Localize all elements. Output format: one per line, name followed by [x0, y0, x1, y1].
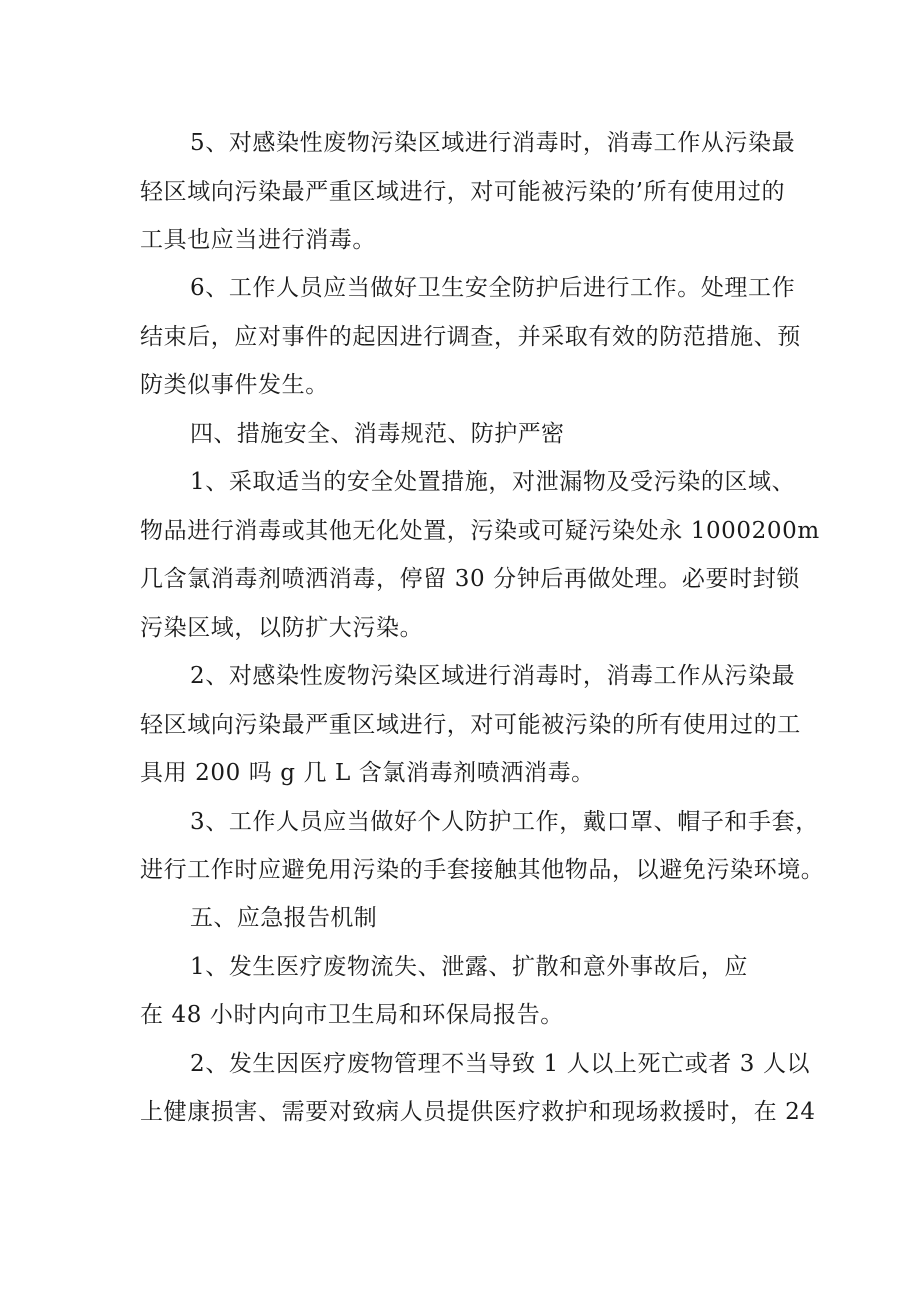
paragraph-line: 3、工作人员应当做好个人防护工作，戴口罩、帽子和手套，: [190, 809, 819, 835]
paragraph-line: 防类似事件发生。: [140, 372, 329, 398]
paragraph-line: 几含氯消毒剂喷洒消毒，停留 30 分钟后再做处理。必要时封锁: [140, 566, 800, 592]
paragraph-line: 1、采取适当的安全处置措施，对泄漏物及受污染的区域、: [190, 469, 796, 495]
paragraph-line: 上健康损害、需要对致病人员提供医疗救护和现场救援时，在 24: [140, 1099, 816, 1125]
paragraph-line: 结束后，应对事件的起因进行调查，并采取有效的防范措施、预: [140, 324, 801, 350]
paragraph-line: 6、工作人员应当做好卫生安全防护后进行工作。处理工作: [190, 275, 796, 301]
section-heading: 五、应急报告机制: [190, 905, 378, 931]
paragraph-line: 5、对感染性废物污染区域进行消毒时，消毒工作从污染最: [190, 130, 796, 156]
paragraph-line: 进行工作时应避免用污染的手套接触其他物品，以避免污染环境。: [140, 857, 825, 883]
paragraph-line: 在 48 小时内向市卫生局和环保局报告。: [140, 1002, 564, 1028]
paragraph-line: 工具也应当进行消毒。: [140, 227, 376, 253]
section-heading: 四、措施安全、消毒规范、防护严密: [190, 421, 565, 447]
paragraph-line: 2、对感染性废物污染区域进行消毒时，消毒工作从污染最: [190, 663, 796, 689]
paragraph-line: 污染区域，以防扩大污染。: [140, 615, 424, 641]
paragraph-line: 轻区域向污染最严重区域进行，对可能被污染的所有使用过的工: [140, 712, 801, 738]
paragraph-line: 物品进行消毒或其他无化处置，污染或可疑污染处永 1000200m: [140, 518, 820, 544]
paragraph-line: 1、发生医疗废物流失、泄露、扩散和意外事故后，应: [190, 954, 749, 980]
paragraph-line: 具用 200 吗 g 几 L 含氯消毒剂喷洒消毒。: [140, 760, 595, 786]
paragraph-line: 2、发生因医疗废物管理不当导致 1 人以上死亡或者 3 人以: [190, 1051, 811, 1077]
paragraph-line: 轻区域向污染最严重区域进行，对可能被污染的’所有使用过的: [140, 179, 786, 205]
